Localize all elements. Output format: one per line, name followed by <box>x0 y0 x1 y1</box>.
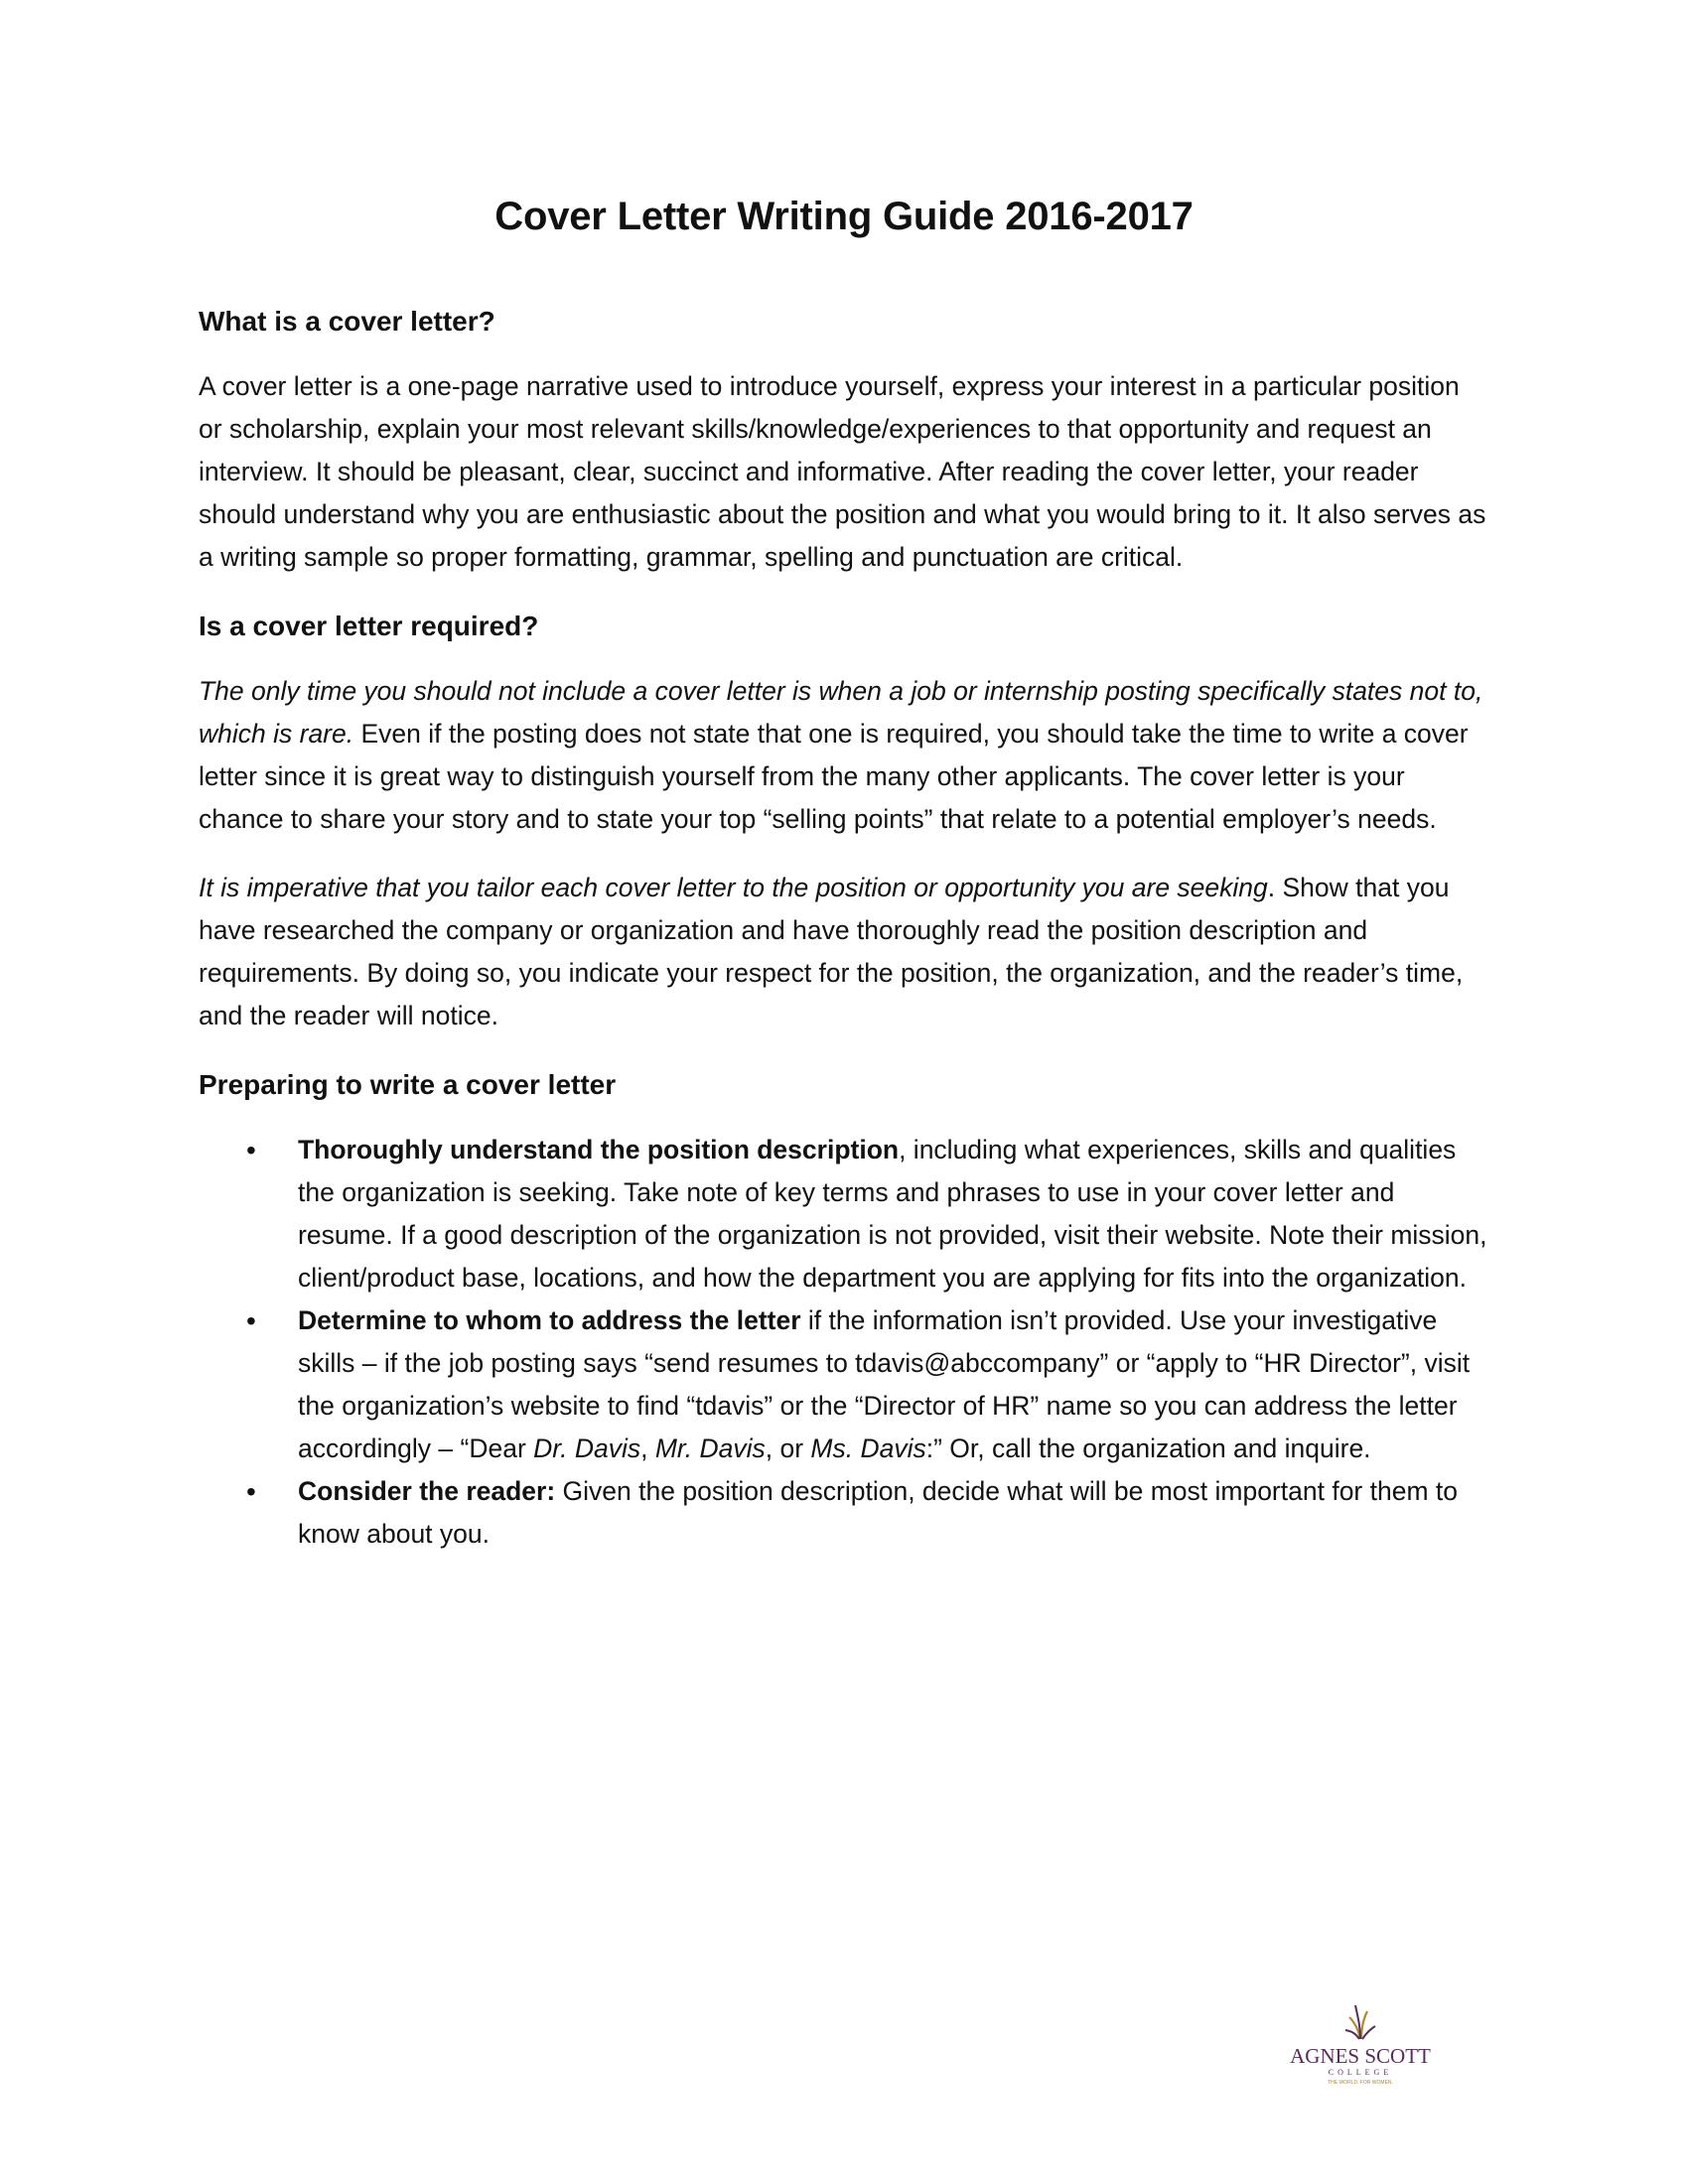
paragraph-text: . Show that you have researched the company or organization and have thoroughly read the position description and requirements. By doing so, you indicate your respect for the position, the organization, and the reader’s time, and the reader will notice. <box>199 873 1464 1030</box>
logo-subtitle: COLLEGE <box>1328 2068 1393 2077</box>
section-heading-what-is: What is a cover letter? <box>199 306 495 337</box>
section-heading-preparing: Preparing to write a cover letter <box>199 1069 617 1100</box>
logo-name: AGNES SCOTT <box>1290 2044 1431 2068</box>
document-title: Cover Letter Writing Guide 2016-2017 <box>494 195 1194 238</box>
bullet-icon: • <box>246 1135 256 1165</box>
bullet-item-consider-reader <box>246 1470 1489 1556</box>
logo-emblem-icon <box>1345 2005 1375 2039</box>
paragraph-when-required <box>199 670 1489 841</box>
bullet-italic-text: Ms. Davis <box>810 1433 926 1463</box>
bullet-icon: • <box>246 1476 256 1507</box>
section-heading-required: Is a cover letter required? <box>199 611 539 641</box>
bullet-text: Given the position description, decide what will be most important for them to know about you. <box>298 1476 1458 1549</box>
bullet-item-address-letter <box>246 1299 1489 1470</box>
bullet-bold-text: Consider the reader: <box>298 1476 556 1506</box>
bullet-text: if the information isn’t provided. Use your investigative skills – if the job posting says “send resumes to tdavis@abccompany” or “apply to “HR Director”, visit the organization’s website to find “tdavis” or the “Director of HR” name so you can address the letter accordingly – “Dear <box>298 1305 1471 1463</box>
paragraph-text: Even if the posting does not state that one is required, you should take the time to write a cover letter since it is great way to distinguish yourself from the many other applicants. The cover letter is your chance to share your story and to state your top “selling points” that relate to a potential employer’s needs. <box>199 719 1469 834</box>
college-logo <box>1276 1995 1445 2095</box>
bullet-item-position-description <box>246 1129 1489 1299</box>
logo-graphic <box>1276 1995 1445 2095</box>
bullet-text: , or <box>765 1433 811 1463</box>
paragraph-italic-text: It is imperative that you tailor each cover letter to the position or opportunity you are seeking <box>199 873 1268 902</box>
paragraph-text: A cover letter is a one-page narrative used to introduce yourself, express your interest in a particular position or scholarship, explain your most relevant skills/knowledge/experiences to that opportunity and request an interview. It should be pleasant, clear, succinct and informative. After reading the cover letter, your reader should understand why you are enthusiastic about the position and what you would bring to it. It also serves as a writing sample so proper formatting, grammar, spelling and punctuation are critical. <box>199 371 1486 572</box>
bullet-bold-text: Thoroughly understand the position description <box>298 1135 900 1164</box>
bullet-italic-text: Mr. Davis <box>654 1433 766 1463</box>
paragraph-tailor <box>199 867 1489 1037</box>
paragraph-definition <box>199 365 1489 579</box>
bullet-text: :” Or, call the organization and inquire. <box>925 1433 1371 1463</box>
bullet-bold-text: Determine to whom to address the letter <box>298 1305 801 1335</box>
bullet-text: , including what experiences, skills and qualities the organization is seeking. Take note of key terms and phrases to use in your cover letter and resume. If a good description of the organization is not provided, visit their website. Note their mission, client/product base, locations, and how the department you are applying for fits into the organization. <box>298 1135 1487 1293</box>
bullet-italic-text: Dr. Davis <box>533 1433 641 1463</box>
logo-tagline: THE WORLD. FOR WOMEN. <box>1328 2080 1393 2086</box>
bullet-icon: • <box>246 1305 256 1336</box>
paragraph-italic-text: The only time you should not include a cover letter is when a job or internship posting specifically states not to, which is rare. <box>199 676 1483 749</box>
document-body <box>199 185 1489 1556</box>
bullet-text: , <box>640 1433 655 1463</box>
preparation-bullet-list <box>199 1129 1489 1556</box>
